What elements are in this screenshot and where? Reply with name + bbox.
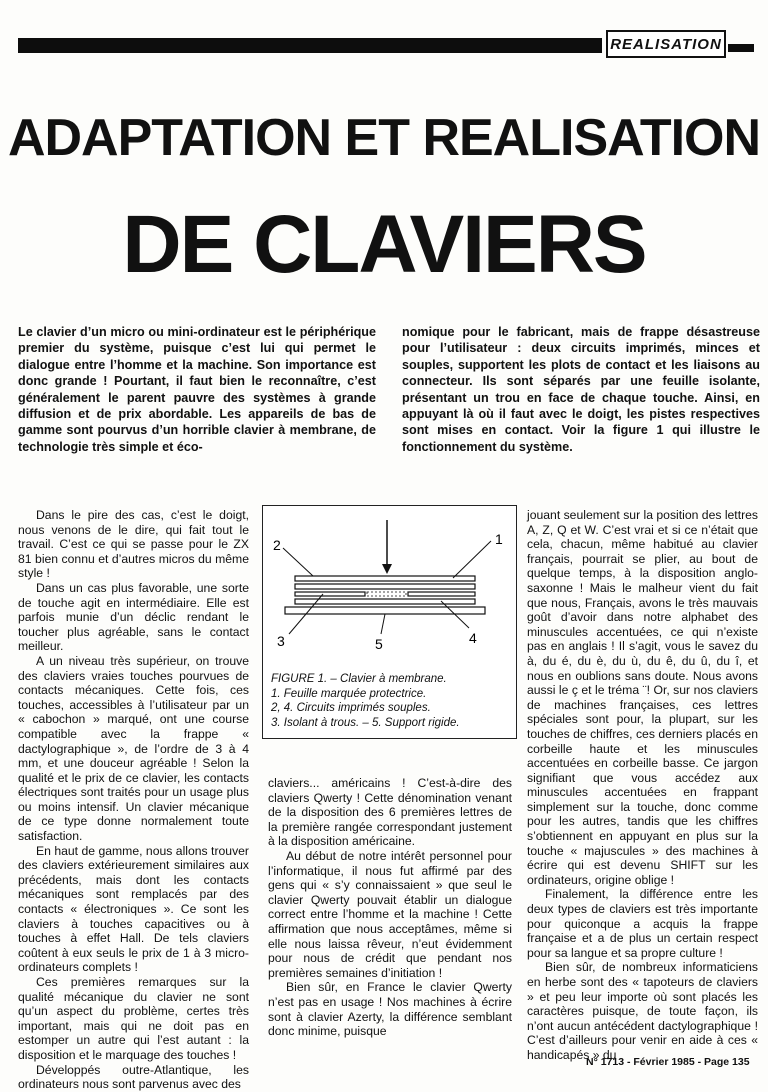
- caption-line: 1. Feuille marquée protectrice.: [271, 687, 427, 700]
- leader-1: [453, 541, 491, 578]
- layer-circuit-top: [295, 584, 475, 589]
- section-tag: REALISATION: [606, 30, 726, 58]
- col2-para: Au début de notre intérêt personnel pour l’informatique, il nous fut affirmé par des gens qui « s’y connaissaient » que seul le clavier Qwerty pouvait établir un dialogue correct entre l’homme et la machine ! Cette affirmation que nous acceptâmes, même si elle nous laissa rêveur, n’eut évidemment pour nous de crédit que pendant nos premières semaines d’initiation !: [268, 848, 512, 980]
- layer-rigid-support: [285, 607, 485, 614]
- column-3: [527, 508, 758, 1063]
- caption-title: FIGURE 1. – Clavier à membrane.: [271, 673, 447, 685]
- col1-para: Développés outre-Atlantique, les ordinateurs nous sont parvenus avec des: [18, 1062, 249, 1092]
- intro-left: Le clavier d’un micro ou mini-ordinateur est le périphérique premier du système, puisque c’est lui qui permet le dialogue entre l’homme et la machine. Son importance est donc grande ! Pourtant, il faut bien le reconnaître, c’est généralement le parent pauvre des systèmes à grande diffusion et de prix abordable. Les appareils de bas de gamme sont pourvus d’un horrible clavier à membrane, de technologie très simple et éco-: [18, 325, 376, 454]
- leader-2: [283, 548, 313, 576]
- layer-insulator-left: [295, 592, 365, 596]
- layer-insulator-right: [408, 592, 475, 596]
- layer-circuit-bottom: [295, 599, 475, 604]
- leader-5: [381, 614, 385, 634]
- title-line-1: ADAPTATION ET REALISATION: [7, 109, 761, 167]
- col2-para: Bien sûr, en France le clavier Qwerty n’est pas en usage ! Nos machines à écrire sont à clavier Azerty, la différence semblant donc minime, puisque: [268, 980, 512, 1039]
- label-3: 3: [277, 633, 285, 649]
- insulator-hole: [367, 592, 406, 596]
- arrow-head: [382, 564, 392, 574]
- col1-para: Dans le pire des cas, c’est le doigt, nous venons de le dire, qui fait tout le travail. C’est ce qui se passe pour le ZX 81 bien connu et d’autres micros du même style !: [18, 508, 249, 581]
- label-5: 5: [375, 636, 383, 652]
- figure-1: [262, 505, 517, 739]
- col3-para: jouant seulement sur la position des lettres A, Z, Q et W. C’est vrai et si ce n’était que cela, chacun, même habitué au clavier français, pourrait se plier, au bout de quelque temps, à la disposition anglo-saxonne ! Mais le malheur vient du fait que nous, Français, avons le très mauvais goût d’avoir dans notre alphabet des minuscules accentuées, ce qui n’existe pas en anglais ! Il s’agit, vous le savez du à, du é, du è, du ù, du ê, du û, du î, et nous en oublions sans doute. Nous avons aussi le ç et le tréma ¨! Or, sur nos claviers de machines françaises, ces lettres spéciales sont pour, la plupart, sur les touches de chiffres, ces derniers placés en corbeille haute et les minuscules accentuées en corbeille basse. Ce jargon signifiant que vous accédez aux minuscules accentuées en frappant simplement sur la touche, donc comme pour les autres, tandis que les chiffres s’obtiennent en appuyant en plus sur la touche « majuscules » des machines à écrire qui est devenu SHIFT sur les ordinateurs, origine oblige !: [527, 508, 759, 887]
- layer-protective-sheet: [295, 576, 475, 581]
- col3-para: Finalement, la différence entre les deux types de claviers est très importante pour quiconque a acquis la frappe française et a de plus un certain respect pour sa langue et sa propre culture !: [527, 887, 758, 960]
- label-4: 4: [469, 630, 477, 646]
- col1-para: Ces premières remarques sur la qualité mécanique du clavier ne sont qu’un aspect du problème, certes très important, mais qui ne doit pas en estomper un autre qui l’est autant : la disposition et le marquage des touches !: [18, 975, 249, 1062]
- membrane-diagram: [263, 506, 518, 671]
- caption-line: 3. Isolant à trous. – 5. Support rigide.: [271, 716, 460, 729]
- caption-line: 2, 4. Circuits imprimés souples.: [271, 702, 431, 714]
- title-line-2: DE CLAVIERS: [122, 199, 646, 290]
- column-2: [268, 776, 512, 1039]
- figure-caption: [271, 672, 460, 730]
- header-bar: [18, 38, 602, 53]
- column-1: [18, 508, 249, 1092]
- col1-para: En haut de gamme, nous allons trouver des claviers extérieurement similaires aux précédents, mais dont les contacts mécaniques sont remplacés par des contacts « électroniques ». Ce sont les claviers à touches capacitives ou à touches à effet Hall. De tels claviers coûtent à eux seuls le prix de 1 à 3 micro-ordinateurs complets !: [18, 843, 249, 975]
- page-footer: N° 1713 - Février 1985 - Page 135: [586, 1056, 750, 1068]
- header-bar-end: [728, 44, 754, 52]
- label-1: 1: [495, 531, 503, 547]
- intro-right: nomique pour le fabricant, mais de frappe désastreuse pour l’utilisateur : deux circuits imprimés, minces et souples, supportent les plots de contact et les liaisons au connecteur. Ils sont séparés par une feuille isolante, présentant un trou en face de chaque touche. Ainsi, en appuyant là où il faut avec le doigt, les pistes respectives sont mises en contact. Voir la figure 1 qui illustre le fonctionnement du système.: [402, 325, 760, 454]
- col2-para: claviers... américains ! C’est-à-dire des claviers Qwerty ! Cette dénomination venant de la disposition des 6 premières lettres de la première rangée correspondant justement à la disposition américaine.: [268, 776, 512, 849]
- col3-para: Bien sûr, de nombreux informaticiens en herbe sont des « tapoteurs de claviers » et peu leur importe où sont placés les caractères puisque, de toute façon, ils n’ont aucun antécédent dactylographique ! C’est d’ailleurs pour venir en aide à ces « handicapés » du: [527, 960, 758, 1062]
- label-2: 2: [273, 537, 281, 553]
- col1-para: Dans un cas plus favorable, une sorte de touche agit en intermédiaire. Elle est parfois munie d’un déclic rendant le toucher plus agréable, sans le contact meilleur.: [18, 580, 249, 654]
- col1-para: A un niveau très supérieur, on trouve des claviers vraies touches pourvues de contacts mécaniques. Cette fois, ces touches, accessibles à l’utilisateur par un « cabochon » marqué, ont une course compatible avec la frappe « dactylographique », de l’ordre de 3 à 4 mm, et une douceur agréable ! Selon la qualité et le prix de ce clavier, les contacts électriques sont traités pour un usage plus ou moins intensif. Un clavier mécanique de ce type donne normalement toute satisfaction.: [18, 653, 249, 844]
